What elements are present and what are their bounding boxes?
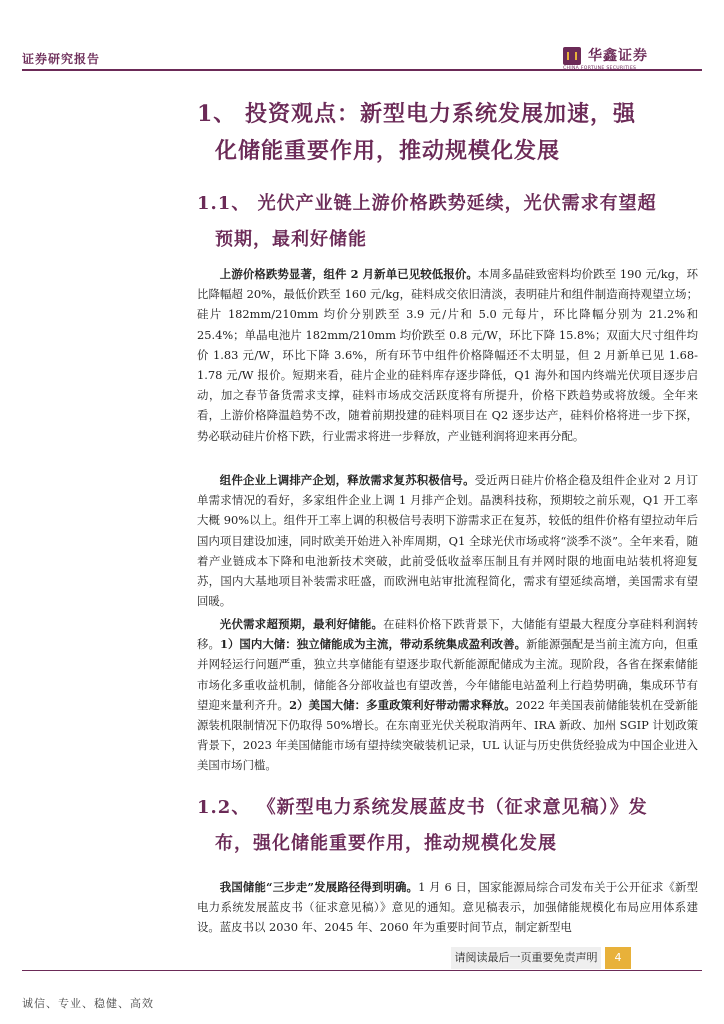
paragraph-body: 1 月 6 日，国家能源局综合司发布关于公开征求《新型电力系统发展蓝皮书（征求意见稿）》意见的通知。意见稿表示，加强储能规模化布局应用体系建设。蓝皮书以 2030 年、2045 年、2060 年为重要时间节点，制定新型电 — [197, 880, 698, 935]
section-1-2-heading-line2: 布，强化储能重要作用，推动规模化发展 — [215, 833, 557, 854]
paragraph-body-a: 在硅料价格下跌背景下，大储能有望最大程度分享硅料利润转移。 — [197, 617, 698, 652]
paragraph-body-c: 2022 年美国表前储能装机在受新能源装机限制情况下仍取得 50%增长。在东南亚光伏关税取消两年、IRA 新政、加州 SGIP 计划政策背景下，2023 年美国储能市场有望持续突破装机记录，UL 认证与历史供货经验成为中国企业进入美国市场门槛。 — [197, 697, 698, 773]
section-1-2-heading-line1: 1.2、 《新型电力系统发展蓝皮书（征求意见稿）》发 — [197, 797, 648, 818]
section-1-2-heading — [197, 790, 697, 862]
document-type-label: 证券研究报告 — [22, 52, 101, 66]
footer-divider — [22, 970, 702, 971]
logo-mark-icon — [563, 47, 581, 65]
paragraph-lead: 光伏需求超预期，最利好储能。 — [219, 617, 384, 631]
paragraph-subhead-us: 2）美国大储：多重政策利好带动需求释放。 — [289, 697, 516, 712]
paragraph-pv-demand-storage — [197, 614, 698, 776]
paragraph-lead: 上游价格跌势显著，组件 2 月新单已见较低报价。 — [219, 267, 478, 281]
header-divider — [22, 69, 702, 71]
section-1-1-heading-line1: 1.1、 光伏产业链上游价格跌势延续，光伏需求有望超 — [197, 193, 657, 214]
logo-chinese-name: 华鑫证券 — [588, 48, 648, 64]
footer-slogan: 诚信、专业、稳健、高效 — [22, 997, 154, 1010]
section-1-heading-line2: 化储能重要作用，推动规模化发展 — [215, 138, 561, 164]
disclaimer-note: 请阅读最后一页重要免责声明 — [451, 947, 601, 969]
section-1-1-heading — [197, 186, 697, 258]
page-number: 4 — [605, 947, 631, 969]
paragraph-body: 本周多晶硅致密料均价跌至 190 元/kg，环比降幅超 20%，最低价跌至 160 元/kg，硅料成交依旧清淡，表明硅片和组件制造商持观望立场；硅片 182mm/210mm 均价分别跌至 3.9 元/片和 5.0 元每片，环比降幅分别为 21.2%和 25.4%；单晶电池片 182mm/210mm 均价跌至 0.8 元/W，环比下降 15.8%；双面大尺寸组件均价 1.83 元/W，环比下降 3.6%，所有环节中组件价格降幅还不太明显，但 2 月新单已见 1.68-1.78 元/W 报价。短期来看，硅片企业的硅料库存逐步降低，Q1 海外和国内终端光伏项目逐步启动，加之春节备货需求支撑，硅料市场成交活跃度将有所提升，价格下跌趋势或将放缓。全年来看，上游价格降温趋势不改，随着前期投建的硅料项目在 Q2 逐步达产，硅料价格将进一步下探，势必联动硅片价格下跌，行业需求将进一步释放，产业链利润将迎来再分配。 — [197, 267, 699, 443]
section-1-heading-line1: 1、 投资观点：新型电力系统发展加速，强 — [197, 101, 636, 127]
paragraph-module-production — [197, 470, 698, 611]
paragraph-lead: 组件企业上调排产企划，释放需求复苏积极信号。 — [219, 473, 475, 487]
paragraph-subhead-domestic: 1）国内大储：独立储能成为主流，带动系统集成盈利改善。 — [219, 637, 527, 652]
paragraph-body-b: 新能源强配是当前主流方向，但重并网轻运行问题严重，独立共享储能有望逐步取代新能源配储成为主流。现阶段，各省在探索储能市场化多重收益机制，储能各分部收益也有望改善，今年储能电站盈利上行趋势明确，集成环节有望迎来量利齐升。 — [197, 637, 698, 712]
paragraph-body: 受近两日硅片价格企稳及组件企业对 2 月订单需求情况的看好，多家组件企业上调 1 月排产企划。晶澳科技称，预期较之前乐观，Q1 开工率大概 90%以上。组件开工率上调的积极信号表明下游需求正在复苏，较低的组件价格有望拉动年后国内项目建设加速，同时欧美开始进入补库周期，Q1 全球光伏市场或将“淡季不淡”。全年来看，随着产业链成本下降和电池新技术突破，此前受低收益率压制且有并网时限的地面电站装机将迎复苏，国内大基地项目补装需求旺盛，而欧洲电站审批流程简化，需求有望延续高增，美国需求有望回暖。 — [197, 473, 698, 609]
paragraph-upstream-prices — [197, 264, 698, 446]
section-1-heading — [197, 96, 697, 170]
paragraph-storage-three-steps — [197, 877, 698, 938]
paragraph-lead: 我国储能“三步走”发展路径得到明确。 — [219, 880, 419, 894]
section-1-1-heading-line2: 预期，最利好储能 — [215, 229, 367, 250]
